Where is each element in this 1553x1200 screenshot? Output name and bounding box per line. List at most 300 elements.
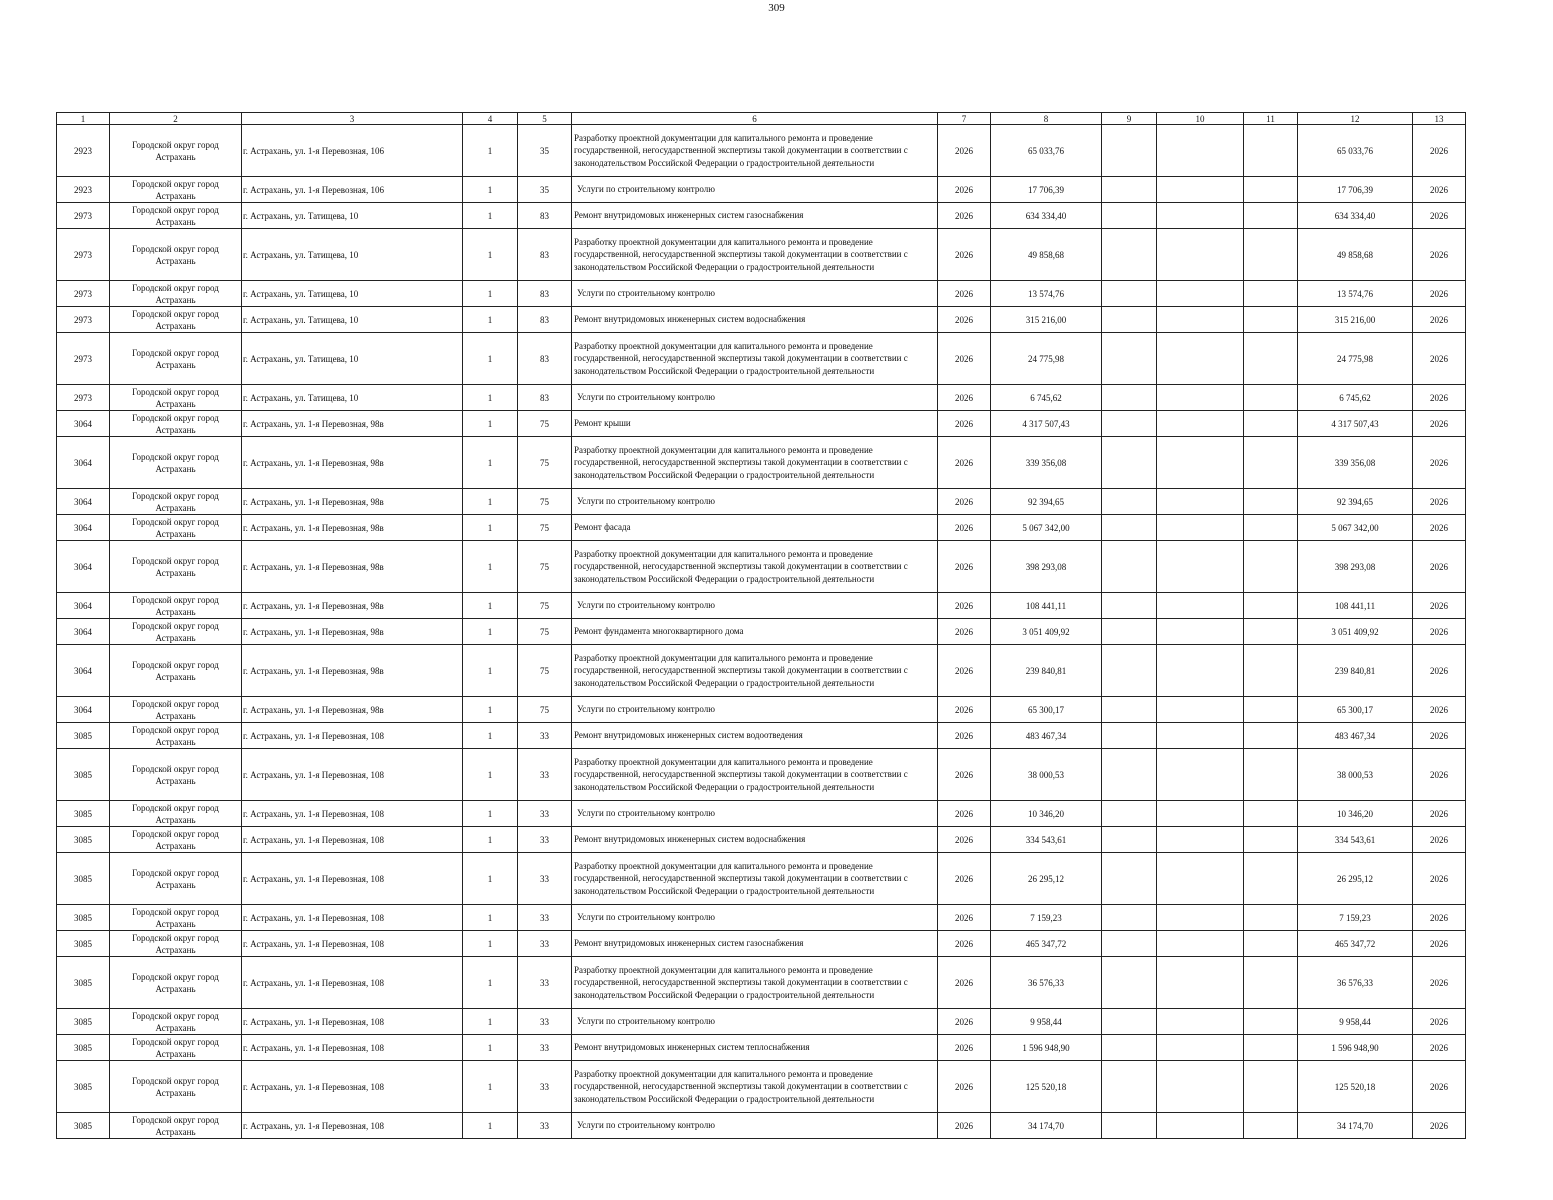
cell-col-11 (1244, 1035, 1298, 1061)
cell-col-4: 1 (463, 1035, 518, 1061)
cell-col-10 (1157, 593, 1244, 619)
cell-col-4: 1 (463, 177, 518, 203)
cell-completion-year: 2026 (1413, 203, 1466, 229)
cell-address: г. Астрахань, ул. 1-я Перевозная, 98в (242, 515, 463, 541)
cell-col-5: 33 (518, 827, 572, 853)
cell-col-10 (1157, 489, 1244, 515)
cell-col-9 (1102, 619, 1157, 645)
cell-row-id: 3064 (57, 593, 110, 619)
cell-total: 483 467,34 (1298, 723, 1413, 749)
table-row (57, 593, 1466, 619)
cell-address: г. Астрахань, ул. Татищева, 10 (242, 229, 463, 281)
cell-work-type: Ремонт фасада (572, 515, 938, 541)
cell-completion-year: 2026 (1413, 177, 1466, 203)
cell-cost: 108 441,11 (991, 593, 1102, 619)
cell-row-id: 3085 (57, 957, 110, 1009)
cell-municipality: Городской округ город Астрахань (110, 125, 242, 177)
cell-total: 10 346,20 (1298, 801, 1413, 827)
cell-col-4: 1 (463, 229, 518, 281)
cell-work-type: Ремонт крыши (572, 411, 938, 437)
cell-total: 634 334,40 (1298, 203, 1413, 229)
cell-work-type: Услуги по строительному контролю (572, 489, 938, 515)
cell-municipality: Городской округ город Астрахань (110, 411, 242, 437)
cell-col-10 (1157, 801, 1244, 827)
cell-cost: 17 706,39 (991, 177, 1102, 203)
cell-address: г. Астрахань, ул. Татищева, 10 (242, 333, 463, 385)
cell-total: 125 520,18 (1298, 1061, 1413, 1113)
cell-year: 2026 (938, 1035, 991, 1061)
cell-col-5: 75 (518, 697, 572, 723)
cell-cost: 10 346,20 (991, 801, 1102, 827)
cell-row-id: 2973 (57, 281, 110, 307)
cell-cost: 5 067 342,00 (991, 515, 1102, 541)
column-number-row (57, 113, 1466, 125)
cell-work-type: Ремонт внутридомовых инженерных систем водоснабжения (572, 307, 938, 333)
cell-completion-year: 2026 (1413, 1113, 1466, 1139)
table-row (57, 1113, 1466, 1139)
cell-cost: 65 300,17 (991, 697, 1102, 723)
cell-col-4: 1 (463, 593, 518, 619)
cell-total: 92 394,65 (1298, 489, 1413, 515)
table-row (57, 957, 1466, 1009)
cell-row-id: 2973 (57, 307, 110, 333)
column-number: 2 (110, 113, 242, 125)
cell-cost: 13 574,76 (991, 281, 1102, 307)
cell-cost: 24 775,98 (991, 333, 1102, 385)
cell-col-10 (1157, 281, 1244, 307)
cell-address: г. Астрахань, ул. Татищева, 10 (242, 281, 463, 307)
table-row (57, 489, 1466, 515)
cell-col-11 (1244, 749, 1298, 801)
cell-col-10 (1157, 1061, 1244, 1113)
cell-col-4: 1 (463, 333, 518, 385)
cell-col-10 (1157, 437, 1244, 489)
cell-col-4: 1 (463, 723, 518, 749)
cell-total: 36 576,33 (1298, 957, 1413, 1009)
cell-row-id: 3085 (57, 723, 110, 749)
cell-municipality: Городской округ город Астрахань (110, 515, 242, 541)
cell-cost: 483 467,34 (991, 723, 1102, 749)
cell-col-11 (1244, 1113, 1298, 1139)
cell-col-11 (1244, 801, 1298, 827)
cell-address: г. Астрахань, ул. 1-я Перевозная, 98в (242, 593, 463, 619)
cell-municipality: Городской округ город Астрахань (110, 957, 242, 1009)
cell-year: 2026 (938, 125, 991, 177)
cell-work-type: Услуги по строительному контролю (572, 905, 938, 931)
cell-col-10 (1157, 697, 1244, 723)
cell-address: г. Астрахань, ул. 1-я Перевозная, 106 (242, 177, 463, 203)
cell-year: 2026 (938, 281, 991, 307)
column-number: 1 (57, 113, 110, 125)
cell-row-id: 2923 (57, 177, 110, 203)
cell-cost: 6 745,62 (991, 385, 1102, 411)
table-row (57, 619, 1466, 645)
cell-col-9 (1102, 203, 1157, 229)
table-row (57, 853, 1466, 905)
cell-col-4: 1 (463, 697, 518, 723)
cell-completion-year: 2026 (1413, 931, 1466, 957)
cell-col-10 (1157, 749, 1244, 801)
cell-municipality: Городской округ город Астрахань (110, 749, 242, 801)
cell-row-id: 3085 (57, 1113, 110, 1139)
cell-municipality: Городской округ город Астрахань (110, 853, 242, 905)
cell-municipality: Городской округ город Астрахань (110, 229, 242, 281)
cell-col-4: 1 (463, 645, 518, 697)
cell-cost: 36 576,33 (991, 957, 1102, 1009)
cell-col-9 (1102, 411, 1157, 437)
cell-work-type: Услуги по строительному контролю (572, 1113, 938, 1139)
column-number: 3 (242, 113, 463, 125)
cell-col-9 (1102, 957, 1157, 1009)
cell-address: г. Астрахань, ул. 1-я Перевозная, 108 (242, 931, 463, 957)
cell-col-4: 1 (463, 203, 518, 229)
column-number: 7 (938, 113, 991, 125)
cell-col-11 (1244, 489, 1298, 515)
cell-address: г. Астрахань, ул. 1-я Перевозная, 108 (242, 749, 463, 801)
cell-col-9 (1102, 645, 1157, 697)
cell-row-id: 3085 (57, 1061, 110, 1113)
cell-address: г. Астрахань, ул. 1-я Перевозная, 108 (242, 801, 463, 827)
cell-col-5: 83 (518, 281, 572, 307)
cell-col-10 (1157, 905, 1244, 931)
cell-col-5: 75 (518, 645, 572, 697)
cell-total: 4 317 507,43 (1298, 411, 1413, 437)
cell-municipality: Городской округ город Астрахань (110, 437, 242, 489)
cell-total: 339 356,08 (1298, 437, 1413, 489)
cell-year: 2026 (938, 541, 991, 593)
cell-completion-year: 2026 (1413, 333, 1466, 385)
cell-municipality: Городской округ город Астрахань (110, 203, 242, 229)
cell-col-10 (1157, 411, 1244, 437)
register-table (56, 112, 1466, 1139)
cell-col-5: 33 (518, 931, 572, 957)
cell-completion-year: 2026 (1413, 905, 1466, 931)
cell-municipality: Городской округ город Астрахань (110, 801, 242, 827)
cell-col-4: 1 (463, 489, 518, 515)
cell-work-type: Услуги по строительному контролю (572, 385, 938, 411)
cell-col-11 (1244, 385, 1298, 411)
table-row (57, 645, 1466, 697)
cell-col-4: 1 (463, 515, 518, 541)
cell-cost: 315 216,00 (991, 307, 1102, 333)
cell-municipality: Городской округ город Астрахань (110, 931, 242, 957)
cell-row-id: 3064 (57, 619, 110, 645)
cell-col-10 (1157, 957, 1244, 1009)
cell-completion-year: 2026 (1413, 593, 1466, 619)
cell-cost: 339 356,08 (991, 437, 1102, 489)
cell-col-4: 1 (463, 853, 518, 905)
cell-col-9 (1102, 229, 1157, 281)
table-row (57, 333, 1466, 385)
cell-row-id: 3085 (57, 931, 110, 957)
cell-col-10 (1157, 645, 1244, 697)
cell-year: 2026 (938, 905, 991, 931)
cell-col-10 (1157, 177, 1244, 203)
cell-work-type: Ремонт фундамента многоквартирного дома (572, 619, 938, 645)
cell-work-type: Разработку проектной документации для капитального ремонта и проведение государственной, негосударственной экспертизы такой документации в соответствии с законодательством Российской Федерации о градостроительной деятельности (572, 1061, 938, 1113)
cell-year: 2026 (938, 593, 991, 619)
cell-row-id: 3085 (57, 1009, 110, 1035)
cell-col-10 (1157, 723, 1244, 749)
cell-col-4: 1 (463, 957, 518, 1009)
cell-col-9 (1102, 593, 1157, 619)
cell-year: 2026 (938, 515, 991, 541)
cell-year: 2026 (938, 697, 991, 723)
cell-col-9 (1102, 333, 1157, 385)
cell-completion-year: 2026 (1413, 281, 1466, 307)
cell-work-type: Разработку проектной документации для капитального ремонта и проведение государственной, негосударственной экспертизы такой документации в соответствии с законодательством Российской Федерации о градостроительной деятельности (572, 333, 938, 385)
cell-col-10 (1157, 541, 1244, 593)
cell-col-4: 1 (463, 905, 518, 931)
cell-col-5: 33 (518, 723, 572, 749)
cell-address: г. Астрахань, ул. Татищева, 10 (242, 203, 463, 229)
cell-address: г. Астрахань, ул. 1-я Перевозная, 108 (242, 1009, 463, 1035)
cell-completion-year: 2026 (1413, 957, 1466, 1009)
cell-work-type: Ремонт внутридомовых инженерных систем газоснабжения (572, 931, 938, 957)
cell-col-11 (1244, 333, 1298, 385)
cell-col-4: 1 (463, 619, 518, 645)
cell-year: 2026 (938, 177, 991, 203)
cell-work-type: Разработку проектной документации для капитального ремонта и проведение государственной, негосударственной экспертизы такой документации в соответствии с законодательством Российской Федерации о градостроительной деятельности (572, 437, 938, 489)
cell-address: г. Астрахань, ул. 1-я Перевозная, 108 (242, 957, 463, 1009)
cell-address: г. Астрахань, ул. Татищева, 10 (242, 385, 463, 411)
cell-col-4: 1 (463, 541, 518, 593)
cell-work-type: Услуги по строительному контролю (572, 177, 938, 203)
cell-municipality: Городской округ город Астрахань (110, 177, 242, 203)
cell-row-id: 2973 (57, 203, 110, 229)
cell-col-10 (1157, 385, 1244, 411)
cell-total: 108 441,11 (1298, 593, 1413, 619)
cell-col-4: 1 (463, 281, 518, 307)
cell-col-11 (1244, 931, 1298, 957)
cell-cost: 49 858,68 (991, 229, 1102, 281)
cell-municipality: Городской округ город Астрахань (110, 1035, 242, 1061)
cell-col-4: 1 (463, 437, 518, 489)
cell-work-type: Разработку проектной документации для капитального ремонта и проведение государственной, негосударственной экспертизы такой документации в соответствии с законодательством Российской Федерации о градостроительной деятельности (572, 645, 938, 697)
cell-row-id: 2973 (57, 229, 110, 281)
cell-col-4: 1 (463, 827, 518, 853)
cell-municipality: Городской округ город Астрахань (110, 489, 242, 515)
cell-work-type: Ремонт внутридомовых инженерных систем водоотведения (572, 723, 938, 749)
cell-col-11 (1244, 281, 1298, 307)
cell-cost: 34 174,70 (991, 1113, 1102, 1139)
cell-col-11 (1244, 905, 1298, 931)
cell-total: 334 543,61 (1298, 827, 1413, 853)
cell-col-10 (1157, 229, 1244, 281)
cell-total: 9 958,44 (1298, 1009, 1413, 1035)
cell-address: г. Астрахань, ул. 1-я Перевозная, 108 (242, 853, 463, 905)
cell-address: г. Астрахань, ул. 1-я Перевозная, 98в (242, 489, 463, 515)
cell-col-4: 1 (463, 801, 518, 827)
cell-total: 26 295,12 (1298, 853, 1413, 905)
table-row (57, 125, 1466, 177)
cell-year: 2026 (938, 853, 991, 905)
cell-col-5: 83 (518, 385, 572, 411)
cell-col-5: 33 (518, 905, 572, 931)
cell-col-9 (1102, 749, 1157, 801)
cell-row-id: 3064 (57, 697, 110, 723)
cell-municipality: Городской округ город Астрахань (110, 541, 242, 593)
cell-col-5: 75 (518, 411, 572, 437)
cell-cost: 634 334,40 (991, 203, 1102, 229)
cell-cost: 26 295,12 (991, 853, 1102, 905)
cell-col-11 (1244, 593, 1298, 619)
cell-completion-year: 2026 (1413, 827, 1466, 853)
table-row (57, 281, 1466, 307)
cell-cost: 4 317 507,43 (991, 411, 1102, 437)
table-row (57, 411, 1466, 437)
cell-address: г. Астрахань, ул. 1-я Перевозная, 98в (242, 645, 463, 697)
cell-col-10 (1157, 307, 1244, 333)
cell-col-4: 1 (463, 1061, 518, 1113)
cell-col-5: 75 (518, 541, 572, 593)
cell-municipality: Городской округ город Астрахань (110, 645, 242, 697)
cell-year: 2026 (938, 437, 991, 489)
column-number: 9 (1102, 113, 1157, 125)
cell-address: г. Астрахань, ул. 1-я Перевозная, 98в (242, 411, 463, 437)
cell-col-5: 33 (518, 1061, 572, 1113)
table-row (57, 827, 1466, 853)
cell-cost: 7 159,23 (991, 905, 1102, 931)
cell-cost: 65 033,76 (991, 125, 1102, 177)
cell-col-10 (1157, 203, 1244, 229)
cell-col-11 (1244, 437, 1298, 489)
cell-row-id: 2923 (57, 125, 110, 177)
cell-col-4: 1 (463, 307, 518, 333)
cell-address: г. Астрахань, ул. 1-я Перевозная, 98в (242, 697, 463, 723)
cell-row-id: 3064 (57, 489, 110, 515)
cell-work-type: Разработку проектной документации для капитального ремонта и проведение государственной, негосударственной экспертизы такой документации в соответствии с законодательством Российской Федерации о градостроительной деятельности (572, 749, 938, 801)
cell-total: 34 174,70 (1298, 1113, 1413, 1139)
table-row (57, 931, 1466, 957)
cell-year: 2026 (938, 723, 991, 749)
cell-total: 1 596 948,90 (1298, 1035, 1413, 1061)
cell-total: 398 293,08 (1298, 541, 1413, 593)
cell-year: 2026 (938, 827, 991, 853)
cell-col-9 (1102, 307, 1157, 333)
cell-col-5: 83 (518, 307, 572, 333)
table-row (57, 177, 1466, 203)
cell-col-9 (1102, 1035, 1157, 1061)
cell-col-4: 1 (463, 385, 518, 411)
column-number: 6 (572, 113, 938, 125)
cell-year: 2026 (938, 333, 991, 385)
cell-cost: 465 347,72 (991, 931, 1102, 957)
cell-row-id: 3085 (57, 905, 110, 931)
cell-cost: 398 293,08 (991, 541, 1102, 593)
cell-col-10 (1157, 931, 1244, 957)
cell-work-type: Услуги по строительному контролю (572, 281, 938, 307)
cell-col-10 (1157, 853, 1244, 905)
table-row (57, 307, 1466, 333)
cell-year: 2026 (938, 619, 991, 645)
cell-work-type: Ремонт внутридомовых инженерных систем водоснабжения (572, 827, 938, 853)
cell-address: г. Астрахань, ул. 1-я Перевозная, 108 (242, 827, 463, 853)
cell-col-11 (1244, 229, 1298, 281)
cell-col-5: 33 (518, 957, 572, 1009)
cell-year: 2026 (938, 801, 991, 827)
cell-completion-year: 2026 (1413, 489, 1466, 515)
cell-col-11 (1244, 515, 1298, 541)
table-row (57, 229, 1466, 281)
cell-year: 2026 (938, 1009, 991, 1035)
cell-col-10 (1157, 1009, 1244, 1035)
table-row (57, 697, 1466, 723)
cell-col-5: 83 (518, 203, 572, 229)
cell-completion-year: 2026 (1413, 723, 1466, 749)
cell-work-type: Ремонт внутридомовых инженерных систем теплоснабжения (572, 1035, 938, 1061)
cell-work-type: Услуги по строительному контролю (572, 801, 938, 827)
cell-row-id: 3085 (57, 853, 110, 905)
cell-col-9 (1102, 489, 1157, 515)
cell-col-9 (1102, 281, 1157, 307)
cell-col-9 (1102, 697, 1157, 723)
cell-cost: 1 596 948,90 (991, 1035, 1102, 1061)
cell-col-11 (1244, 203, 1298, 229)
cell-row-id: 2973 (57, 333, 110, 385)
cell-total: 38 000,53 (1298, 749, 1413, 801)
cell-col-11 (1244, 1009, 1298, 1035)
cell-col-5: 75 (518, 619, 572, 645)
cell-row-id: 3064 (57, 437, 110, 489)
cell-row-id: 3085 (57, 1035, 110, 1061)
cell-col-4: 1 (463, 125, 518, 177)
table-row (57, 1061, 1466, 1113)
cell-year: 2026 (938, 307, 991, 333)
cell-work-type: Услуги по строительному контролю (572, 593, 938, 619)
cell-completion-year: 2026 (1413, 1009, 1466, 1035)
cell-col-4: 1 (463, 411, 518, 437)
cell-row-id: 3064 (57, 411, 110, 437)
cell-year: 2026 (938, 1061, 991, 1113)
cell-total: 6 745,62 (1298, 385, 1413, 411)
cell-total: 315 216,00 (1298, 307, 1413, 333)
cell-row-id: 3085 (57, 801, 110, 827)
table-row (57, 749, 1466, 801)
cell-col-11 (1244, 1061, 1298, 1113)
cell-col-11 (1244, 697, 1298, 723)
cell-col-11 (1244, 853, 1298, 905)
cell-row-id: 3064 (57, 645, 110, 697)
cell-address: г. Астрахань, ул. Татищева, 10 (242, 307, 463, 333)
cell-completion-year: 2026 (1413, 125, 1466, 177)
cell-col-5: 33 (518, 1113, 572, 1139)
cell-total: 65 300,17 (1298, 697, 1413, 723)
cell-col-9 (1102, 437, 1157, 489)
column-number: 4 (463, 113, 518, 125)
cell-year: 2026 (938, 489, 991, 515)
column-number: 12 (1298, 113, 1413, 125)
cell-total: 465 347,72 (1298, 931, 1413, 957)
cell-municipality: Городской округ город Астрахань (110, 1009, 242, 1035)
table-row (57, 723, 1466, 749)
cell-work-type: Услуги по строительному контролю (572, 1009, 938, 1035)
cell-col-5: 33 (518, 801, 572, 827)
cell-municipality: Городской округ город Астрахань (110, 593, 242, 619)
table-row (57, 905, 1466, 931)
cell-year: 2026 (938, 411, 991, 437)
cell-municipality: Городской округ город Астрахань (110, 697, 242, 723)
column-number: 10 (1157, 113, 1244, 125)
cell-address: г. Астрахань, ул. 1-я Перевозная, 106 (242, 125, 463, 177)
cell-work-type: Услуги по строительному контролю (572, 697, 938, 723)
cell-col-10 (1157, 515, 1244, 541)
cell-completion-year: 2026 (1413, 515, 1466, 541)
cell-col-4: 1 (463, 749, 518, 801)
cell-col-9 (1102, 541, 1157, 593)
cell-col-10 (1157, 619, 1244, 645)
cell-col-9 (1102, 827, 1157, 853)
